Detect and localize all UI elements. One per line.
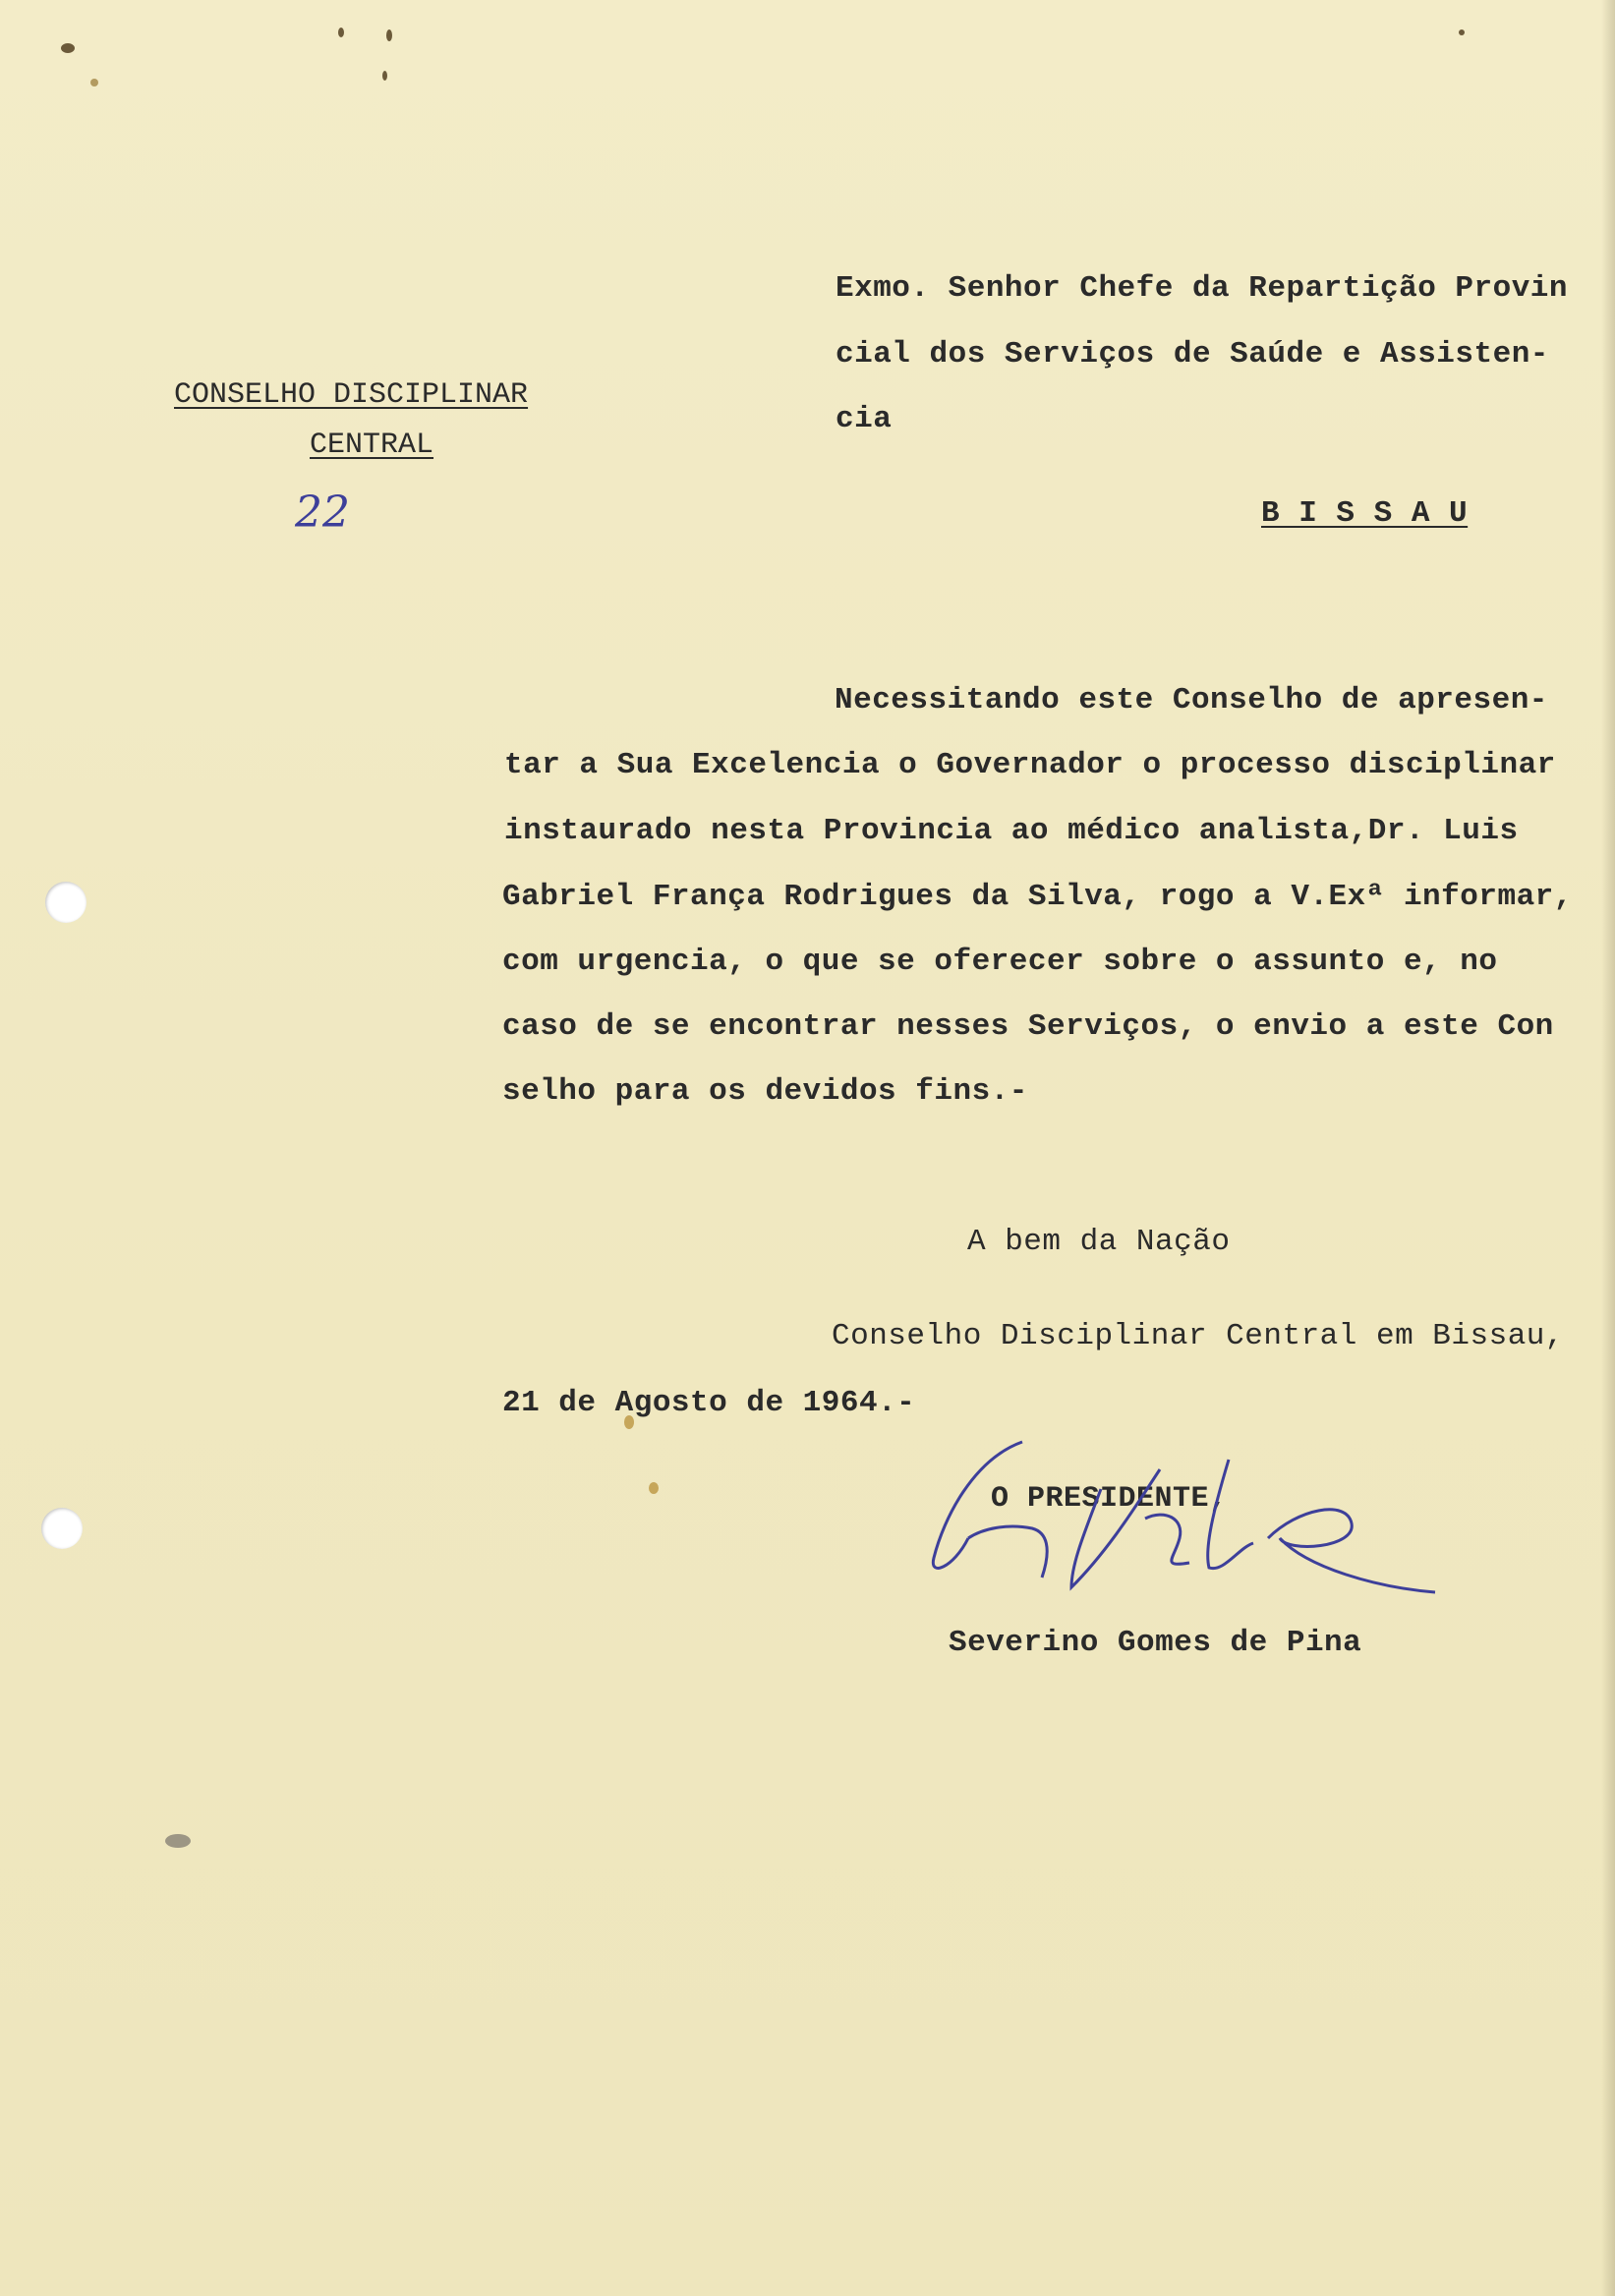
paper-speck [90, 79, 98, 86]
paper-speck [165, 1834, 191, 1848]
closing-salutation: A bem da Nação [967, 1225, 1231, 1259]
handwritten-number: 22 [295, 488, 350, 538]
body-line-5: com urgencia, o que se oferecer sobre o assunto e, no [502, 945, 1498, 979]
binder-hole-top [45, 882, 87, 923]
body-line-7: selho para os devidos fins.- [502, 1074, 1028, 1109]
body-line-4: Gabriel França Rodrigues da Silva, rogo a V.Exª informar, [502, 880, 1573, 914]
body-line-2: tar a Sua Excelencia o Governador o processo disciplinar [504, 748, 1556, 782]
paper-speck [61, 43, 75, 53]
paper-speck [382, 71, 387, 81]
closing-date-line: 21 de Agosto de 1964.- [502, 1386, 916, 1420]
closing-title: O PRESIDENTE, [991, 1482, 1228, 1516]
paper-speck [649, 1482, 659, 1494]
addressee-line-1: Exmo. Senhor Chefe da Repartição Provin [836, 271, 1569, 306]
body-line-6: caso de se encontrar nesses Serviços, o envio a este Con [502, 1009, 1554, 1044]
body-line-1: Necessitando este Conselho de apresen- [835, 683, 1548, 718]
paper-speck [1459, 29, 1465, 35]
page-edge-shadow [1601, 0, 1615, 2296]
addressee-city: B I S S A U [1261, 496, 1469, 531]
addressee-line-2: cial dos Serviços de Saúde e Assisten- [836, 337, 1549, 372]
letterhead-line-1: CONSELHO DISCIPLINAR [174, 378, 529, 412]
addressee-line-3: cia [836, 402, 893, 436]
closing-name: Severino Gomes de Pina [949, 1626, 1362, 1660]
paper-speck [338, 28, 344, 37]
closing-place-line: Conselho Disciplinar Central em Bissau, [832, 1319, 1565, 1353]
body-line-3: instaurado nesta Provincia ao médico analista,Dr. Luis [504, 814, 1519, 848]
binder-hole-bottom [41, 1508, 83, 1549]
paper-speck [386, 29, 392, 41]
letterhead-line-2: CENTRAL [310, 429, 434, 462]
signature-scribble [914, 1430, 1445, 1607]
